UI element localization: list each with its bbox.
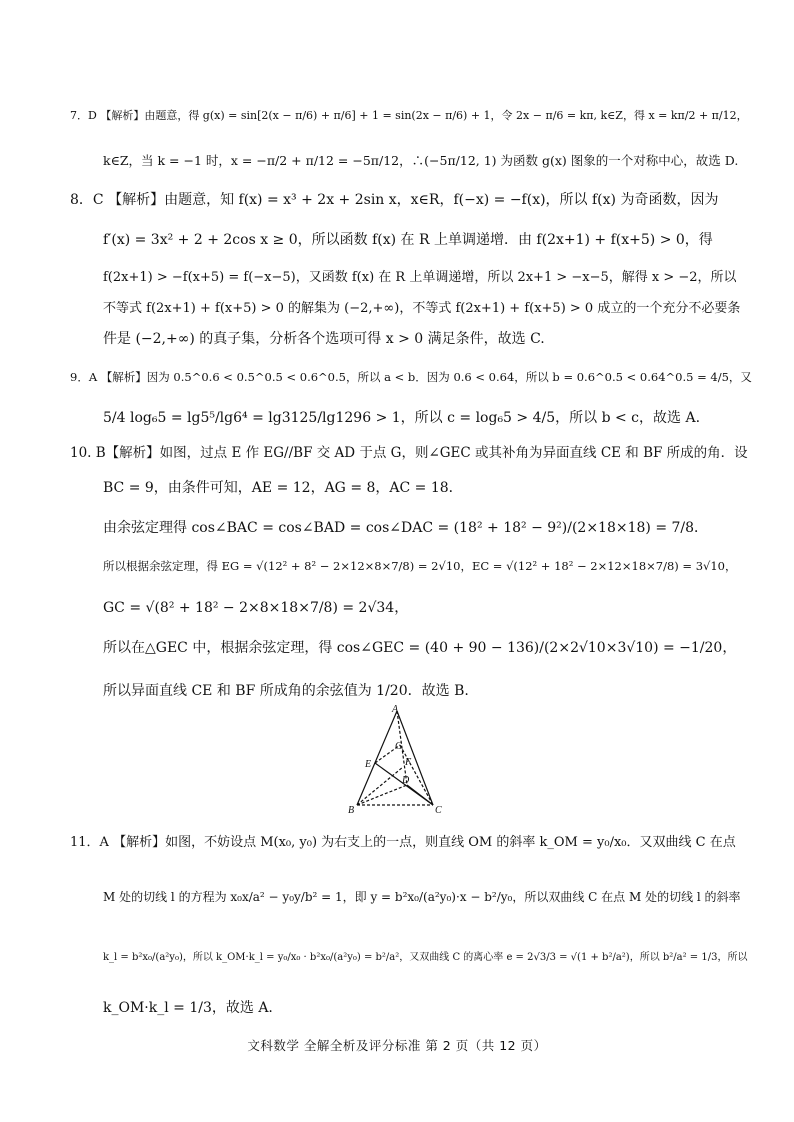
page-footer: 文科数学 全解全析及评分标准 第 2 页（共 12 页） <box>247 1038 547 1053</box>
p10-line6: 所以在△GEC 中，根据余弦定理，得 cos∠GEC = (40 + 90 − 136)/(2×2√10×3√10) = −1/20， <box>103 640 737 656</box>
label-D: D <box>402 775 410 786</box>
p7-line2: k∈Z，当 k = −1 时，x = −π/2 + π/12 = −5π/12，∴(−5π/12, 1) 为函数 g(x) 图象的一个对称中心，故选 D. <box>103 153 739 168</box>
p11-line3: k_l = b²x₀/(a²y₀)，所以 k_OM·k_l = y₀/x₀ · b²x₀/(a²y₀) = b²/a²，又双曲线 C 的离心率 e = 2√3/3 = √(1 + b²/a²)，所以 b²/a² = 1/3，所以 <box>103 952 748 963</box>
p10-line3: 由余弦定理得 cos∠BAC = cos∠BAD = cos∠DAC = (18² + 18² − 9²)/(2×18×18) = 7/8． <box>103 520 709 536</box>
p11-line1: 11．A 【解析】如图，不妨设点 M(x₀, y₀) 为右支上的一点，则直线 OM 的斜率 k_OM = y₀/x₀．又双曲线 C 在点 <box>70 835 736 850</box>
p10-line5: GC = √(8² + 18² − 2×8×18×7/8) = 2√34， <box>103 600 409 616</box>
p11-line2: M 处的切线 l 的方程为 x₀x/a² − y₀y/b² = 1，即 y = b²x₀/(a²y₀)·x − b²/y₀，所以双曲线 C 在点 M 处的切线 l 的斜率 <box>103 890 741 904</box>
tetrahedron-diagram <box>345 705 455 815</box>
label-A: A <box>392 705 399 715</box>
p11-line4: k_OM·k_l = 1/3，故选 A. <box>103 1000 273 1016</box>
p10-line7: 所以异面直线 CE 和 BF 所成角的余弦值为 1/20．故选 B. <box>103 683 469 699</box>
p10-line1: 10. B【解析】如图，过点 E 作 EG//BF 交 AD 于点 G，则∠GEC 或其补角为异面直线 CE 和 BF 所成的角．设 <box>70 445 748 461</box>
p8-line3: f(2x+1) > −f(x+5) = f(−x−5)，又函数 f(x) 在 R 上单调递增，所以 2x+1 > −x−5，解得 x > −2，所以 <box>103 270 737 285</box>
label-F: F <box>405 757 412 768</box>
p9-line1: 9．A 【解析】因为 0.5^0.6 < 0.5^0.5 < 0.6^0.5，所以 a < b．因为 0.6 < 0.64，所以 b = 0.6^0.5 < 0.64^0.5 = 4/5，又 <box>70 370 752 384</box>
p10-line4: 所以根据余弦定理，得 EG = √(12² + 8² − 2×12×8×7/8) = 2√10，EC = √(12² + 18² − 2×12×18×7/8) = 3√10， <box>103 559 737 573</box>
p8-line4: 不等式 f(2x+1) + f(x+5) > 0 的解集为 (−2,+∞)，不等式 f(2x+1) + f(x+5) > 0 成立的一个充分不必要条 <box>103 301 741 316</box>
p10-line2: BC = 9，由条件可知，AE = 12，AG = 8，AC = 18． <box>103 480 463 496</box>
label-E: E <box>365 759 372 770</box>
label-C: C <box>435 805 442 815</box>
edge-BF <box>357 767 403 805</box>
p7-line1: 7．D 【解析】由题意，得 g(x) = sin[2(x − π/6) + π/6] + 1 = sin(2x − π/6) + 1，令 2x − π/6 = kπ, k∈Z，得 x = kπ/2 + π/12， <box>70 109 748 122</box>
p8-line5: 件是 (−2,+∞) 的真子集，分析各个选项可得 x > 0 满足条件，故选 C. <box>103 331 545 347</box>
p8-line1: 8．C 【解析】由题意，知 f(x) = x³ + 2x + 2sin x，x∈R，f(−x) = −f(x)，所以 f(x) 为奇函数，因为 <box>70 192 719 208</box>
p8-line2: f′(x) = 3x² + 2 + 2cos x ≥ 0，所以函数 f(x) 在 R 上单调递增．由 f(2x+1) + f(x+5) > 0，得 <box>103 232 713 248</box>
label-G: G <box>395 741 403 752</box>
p9-line2: 5/4 log₆5 = lg5⁵/lg6⁴ = lg3125/lg1296 > 1，所以 c = log₆5 > 4/5，所以 b < c，故选 A. <box>103 410 701 426</box>
label-B: B <box>348 805 355 815</box>
